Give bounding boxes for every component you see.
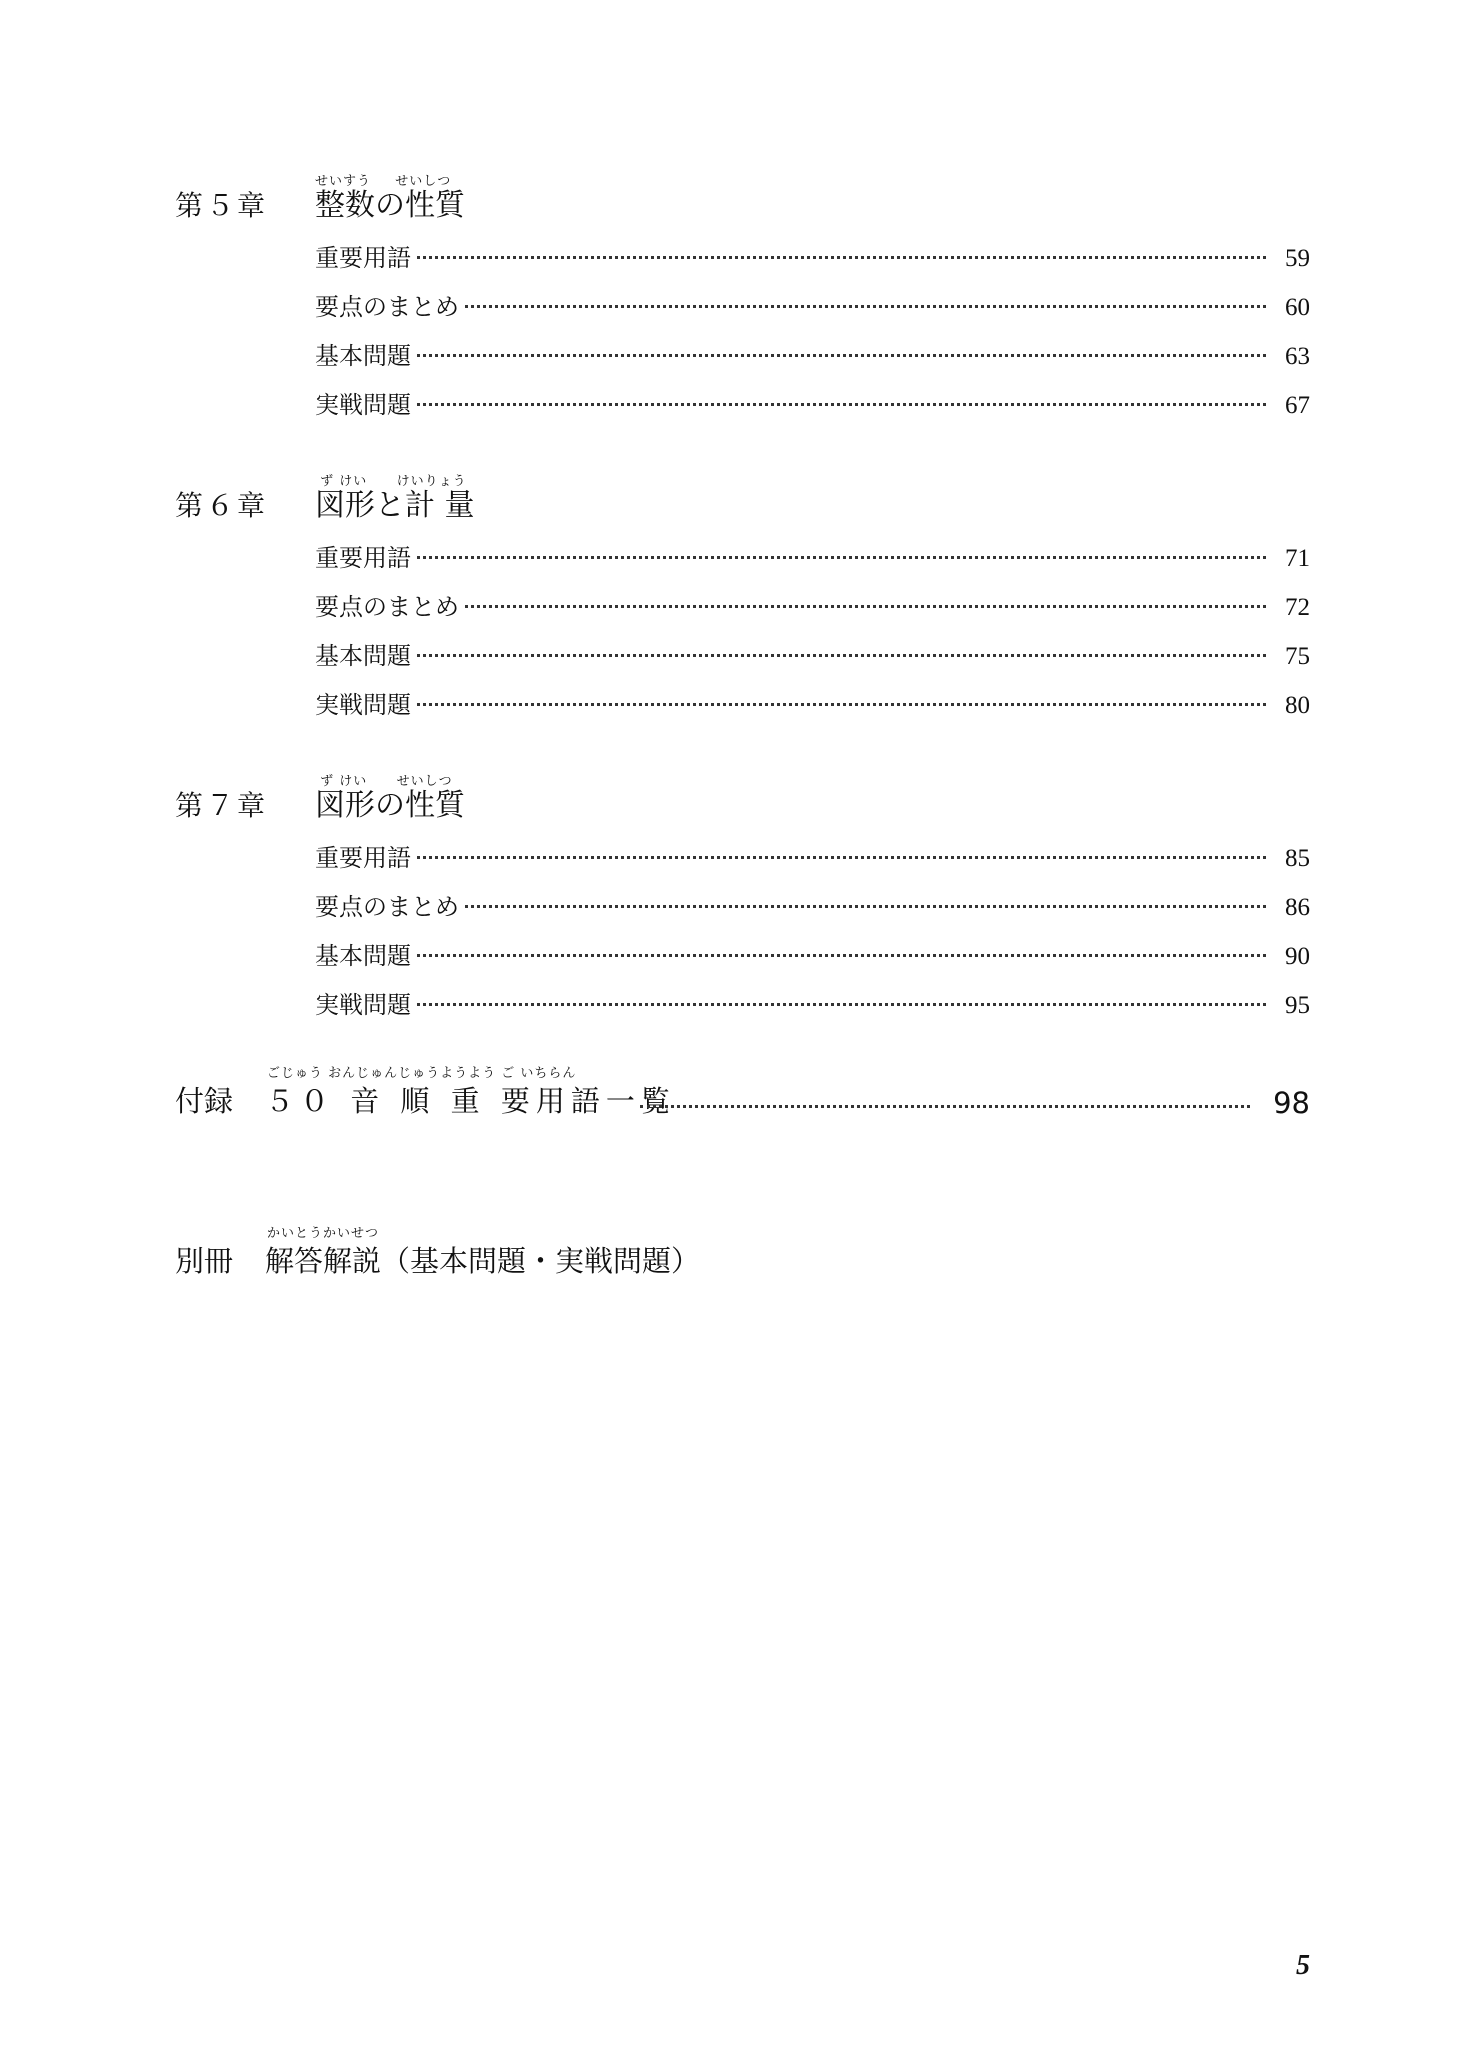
- appendix-label: 付録: [175, 1084, 234, 1118]
- separate-volume-label: 別冊: [175, 1244, 234, 1278]
- dot-leader: [465, 905, 1266, 908]
- entry-label: 基本問題: [315, 942, 411, 970]
- chapter-title-ruby: ず けい せいしつ: [315, 774, 453, 789]
- dot-leader: [417, 654, 1266, 657]
- entry-page: 80: [1285, 692, 1310, 719]
- toc-entry[interactable]: [315, 636, 1310, 685]
- page-number: 5: [1296, 1950, 1310, 1981]
- entry-page: 71: [1285, 545, 1310, 572]
- chapter-label: 第７章: [175, 789, 269, 822]
- toc-entry[interactable]: [315, 838, 1310, 887]
- dot-leader: [417, 256, 1266, 259]
- toc-entry[interactable]: [315, 887, 1310, 936]
- entry-page: 60: [1285, 294, 1310, 321]
- entry-label: 重要用語: [315, 244, 411, 272]
- entry-page: 75: [1285, 643, 1310, 670]
- toc-entry[interactable]: [315, 385, 1310, 434]
- chapter-title[interactable]: 図形の性質: [315, 788, 465, 823]
- separate-volume-ruby: かいとうかいせつ: [267, 1226, 380, 1241]
- chapter-title[interactable]: 整数の性質: [315, 188, 465, 223]
- entry-page: 90: [1285, 943, 1310, 970]
- toc-entry[interactable]: [315, 985, 1310, 1034]
- entry-label: 要点のまとめ: [315, 593, 459, 621]
- toc-entries: [315, 838, 1310, 1034]
- entry-label: 要点のまとめ: [315, 293, 459, 321]
- toc-entry[interactable]: [315, 685, 1310, 734]
- separate-volume-title: 解答解説（基本問題・実戦問題）: [265, 1244, 701, 1278]
- entry-label: 重要用語: [315, 844, 411, 872]
- dot-leader: [465, 605, 1266, 608]
- entry-label: 基本問題: [315, 642, 411, 670]
- toc-entries: [315, 538, 1310, 734]
- dot-leader: [465, 305, 1266, 308]
- toc-entry[interactable]: [315, 287, 1310, 336]
- appendix-title: ５０ 音 順 重 要用語一覧: [265, 1084, 676, 1118]
- entry-page: 95: [1285, 992, 1310, 1019]
- entry-label: 要点のまとめ: [315, 893, 459, 921]
- dot-leader: [417, 856, 1266, 859]
- dot-leader: [417, 403, 1266, 406]
- dot-leader: [417, 556, 1266, 559]
- toc-entry[interactable]: [315, 238, 1310, 287]
- dot-leader: [417, 1003, 1266, 1006]
- dot-leader: [417, 954, 1266, 957]
- chapter-6: [175, 470, 1310, 734]
- chapter-label: 第６章: [175, 489, 269, 522]
- appendix-page: 98: [1273, 1086, 1310, 1120]
- chapter-heading: [175, 770, 1310, 830]
- entry-label: 実戦問題: [315, 991, 411, 1019]
- separate-volume-entry[interactable]: [175, 1210, 1310, 1280]
- appendix-title-ruby: ごじゅう おんじゅんじゅうようよう ご いちらん: [267, 1066, 577, 1081]
- toc-entry[interactable]: [315, 936, 1310, 985]
- chapter-title[interactable]: 図形と計 量: [315, 488, 475, 523]
- entry-page: 59: [1285, 245, 1310, 272]
- entry-page: 72: [1285, 594, 1310, 621]
- entry-label: 実戦問題: [315, 691, 411, 719]
- entry-page: 67: [1285, 392, 1310, 419]
- chapter-7: [175, 770, 1310, 1034]
- entry-page: 86: [1285, 894, 1310, 921]
- chapter-label: 第５章: [175, 189, 269, 222]
- appendix-entry[interactable]: [175, 1050, 1310, 1120]
- chapter-heading: [175, 470, 1310, 530]
- entry-label: 実戦問題: [315, 391, 411, 419]
- dot-leader: [417, 354, 1266, 357]
- chapter-heading: [175, 170, 1310, 230]
- chapter-title-ruby: ず けい けいりょう: [315, 474, 467, 489]
- toc-entry[interactable]: [315, 587, 1310, 636]
- toc-entry[interactable]: [315, 538, 1310, 587]
- toc-entry[interactable]: [315, 336, 1310, 385]
- entry-label: 基本問題: [315, 342, 411, 370]
- dot-leader: [640, 1105, 1250, 1108]
- toc-entries: [315, 238, 1310, 434]
- entry-label: 重要用語: [315, 544, 411, 572]
- entry-page: 63: [1285, 343, 1310, 370]
- entry-page: 85: [1285, 845, 1310, 872]
- chapter-title-ruby: せいすう せいしつ: [315, 174, 452, 189]
- dot-leader: [417, 703, 1266, 706]
- chapter-5: [175, 170, 1310, 434]
